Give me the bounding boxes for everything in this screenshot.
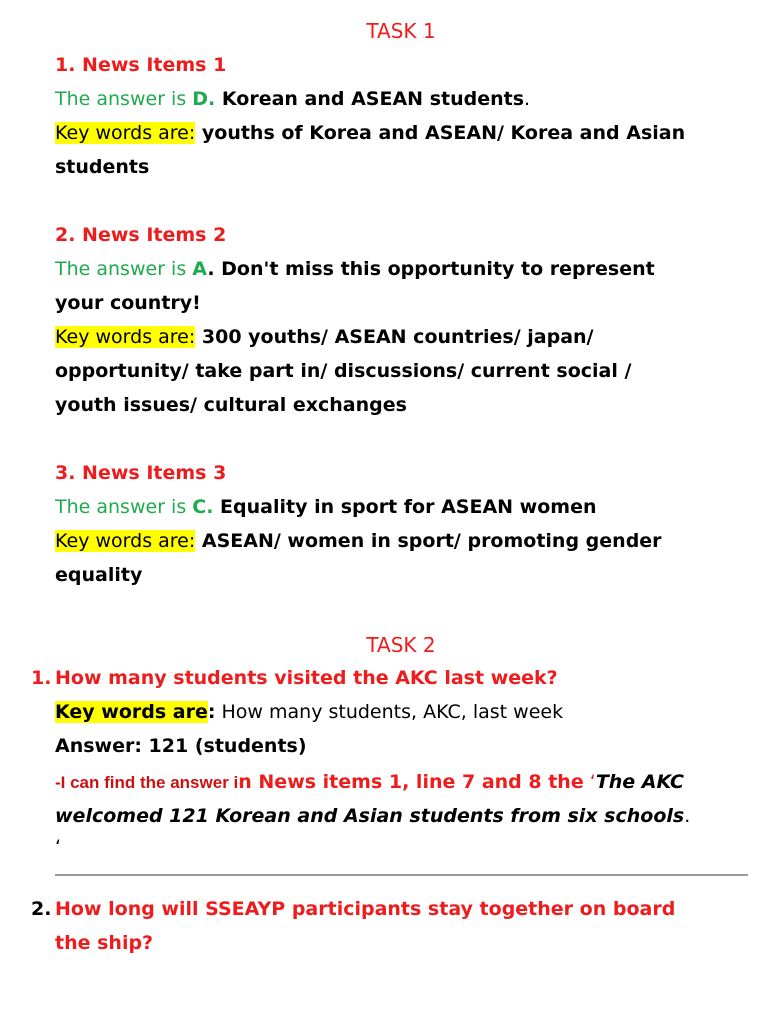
news-item-2-keywords-cont2: youth issues/ cultural exchanges — [55, 394, 407, 416]
question-1-keywords — [55, 699, 755, 725]
answer-text: Equality in sport for ASEAN women — [213, 496, 597, 518]
question-1-quote-cont — [55, 803, 755, 829]
answer-letter: C. — [192, 496, 214, 518]
keywords-label: Key words are: — [55, 530, 196, 552]
keywords-text: 300 youths/ ASEAN countries/ japan/ — [195, 326, 594, 348]
news-item-3-heading: 3. News Items 3 — [55, 462, 227, 484]
news-item-2-keywords — [55, 324, 755, 350]
task2-title: TASK 2 — [366, 633, 436, 657]
news-item-3-keywords — [55, 528, 755, 554]
keywords-label: Key words are: — [55, 122, 196, 144]
news-item-1-answer — [55, 86, 755, 112]
answer-letter: D. — [192, 88, 216, 110]
news-item-3-answer — [55, 494, 755, 520]
source-intro: -I can find the answer i — [55, 773, 239, 792]
answer-prefix: The answer is — [55, 88, 193, 110]
answer-prefix: The answer is — [55, 258, 193, 280]
news-item-1-keywords-cont: students — [55, 156, 150, 178]
question-2-text-cont: the ship? — [55, 932, 154, 954]
quote-text: The AKC — [595, 771, 684, 793]
quote-text-cont: welcomed 121 Korean and Asian students from six schools — [55, 805, 685, 827]
quote-end-dot: . — [684, 805, 691, 827]
news-item-2-heading: 2. News Items 2 — [55, 224, 227, 246]
answer-tail: . — [524, 88, 531, 110]
answer-letter: A — [192, 258, 208, 280]
section-divider — [55, 874, 748, 876]
news-item-2-answer — [55, 256, 755, 282]
question-1-number: 1. — [31, 667, 52, 689]
keywords-text: youths of Korea and ASEAN/ Korea and Asian — [195, 122, 686, 144]
question-1-source — [55, 769, 755, 796]
quote-close: ‘ — [55, 836, 62, 858]
task1-title: TASK 1 — [366, 19, 436, 43]
keywords-text: How many students, AKC, last week — [215, 701, 564, 723]
news-item-1-heading: 1. News Items 1 — [55, 54, 227, 76]
news-item-3-keywords-cont: equality — [55, 564, 143, 586]
keywords-colon: : — [207, 701, 216, 723]
news-item-2-keywords-cont: opportunity/ take part in/ discussions/ current social / — [55, 360, 632, 382]
question-1-answer: Answer: 121 (students) — [55, 735, 307, 757]
answer-prefix: The answer is — [55, 496, 193, 518]
question-1-text: How many students visited the AKC last week? — [55, 667, 558, 689]
question-2-text: How long will SSEAYP participants stay together on board — [55, 898, 676, 920]
news-item-2-answer-cont: your country! — [55, 292, 201, 314]
answer-text: Korean and ASEAN students — [215, 88, 525, 110]
answer-text: . Don't miss this opportunity to represent — [207, 258, 655, 280]
quote-open: ‘ — [583, 771, 596, 793]
keywords-label: Key words are — [55, 701, 208, 723]
question-2-number: 2. — [31, 898, 52, 920]
keywords-text: ASEAN/ women in sport/ promoting gender — [195, 530, 662, 552]
keywords-label: Key words are: — [55, 326, 196, 348]
source-ref: n News items 1, line 7 and 8 the — [238, 771, 584, 793]
news-item-1-keywords — [55, 120, 755, 146]
